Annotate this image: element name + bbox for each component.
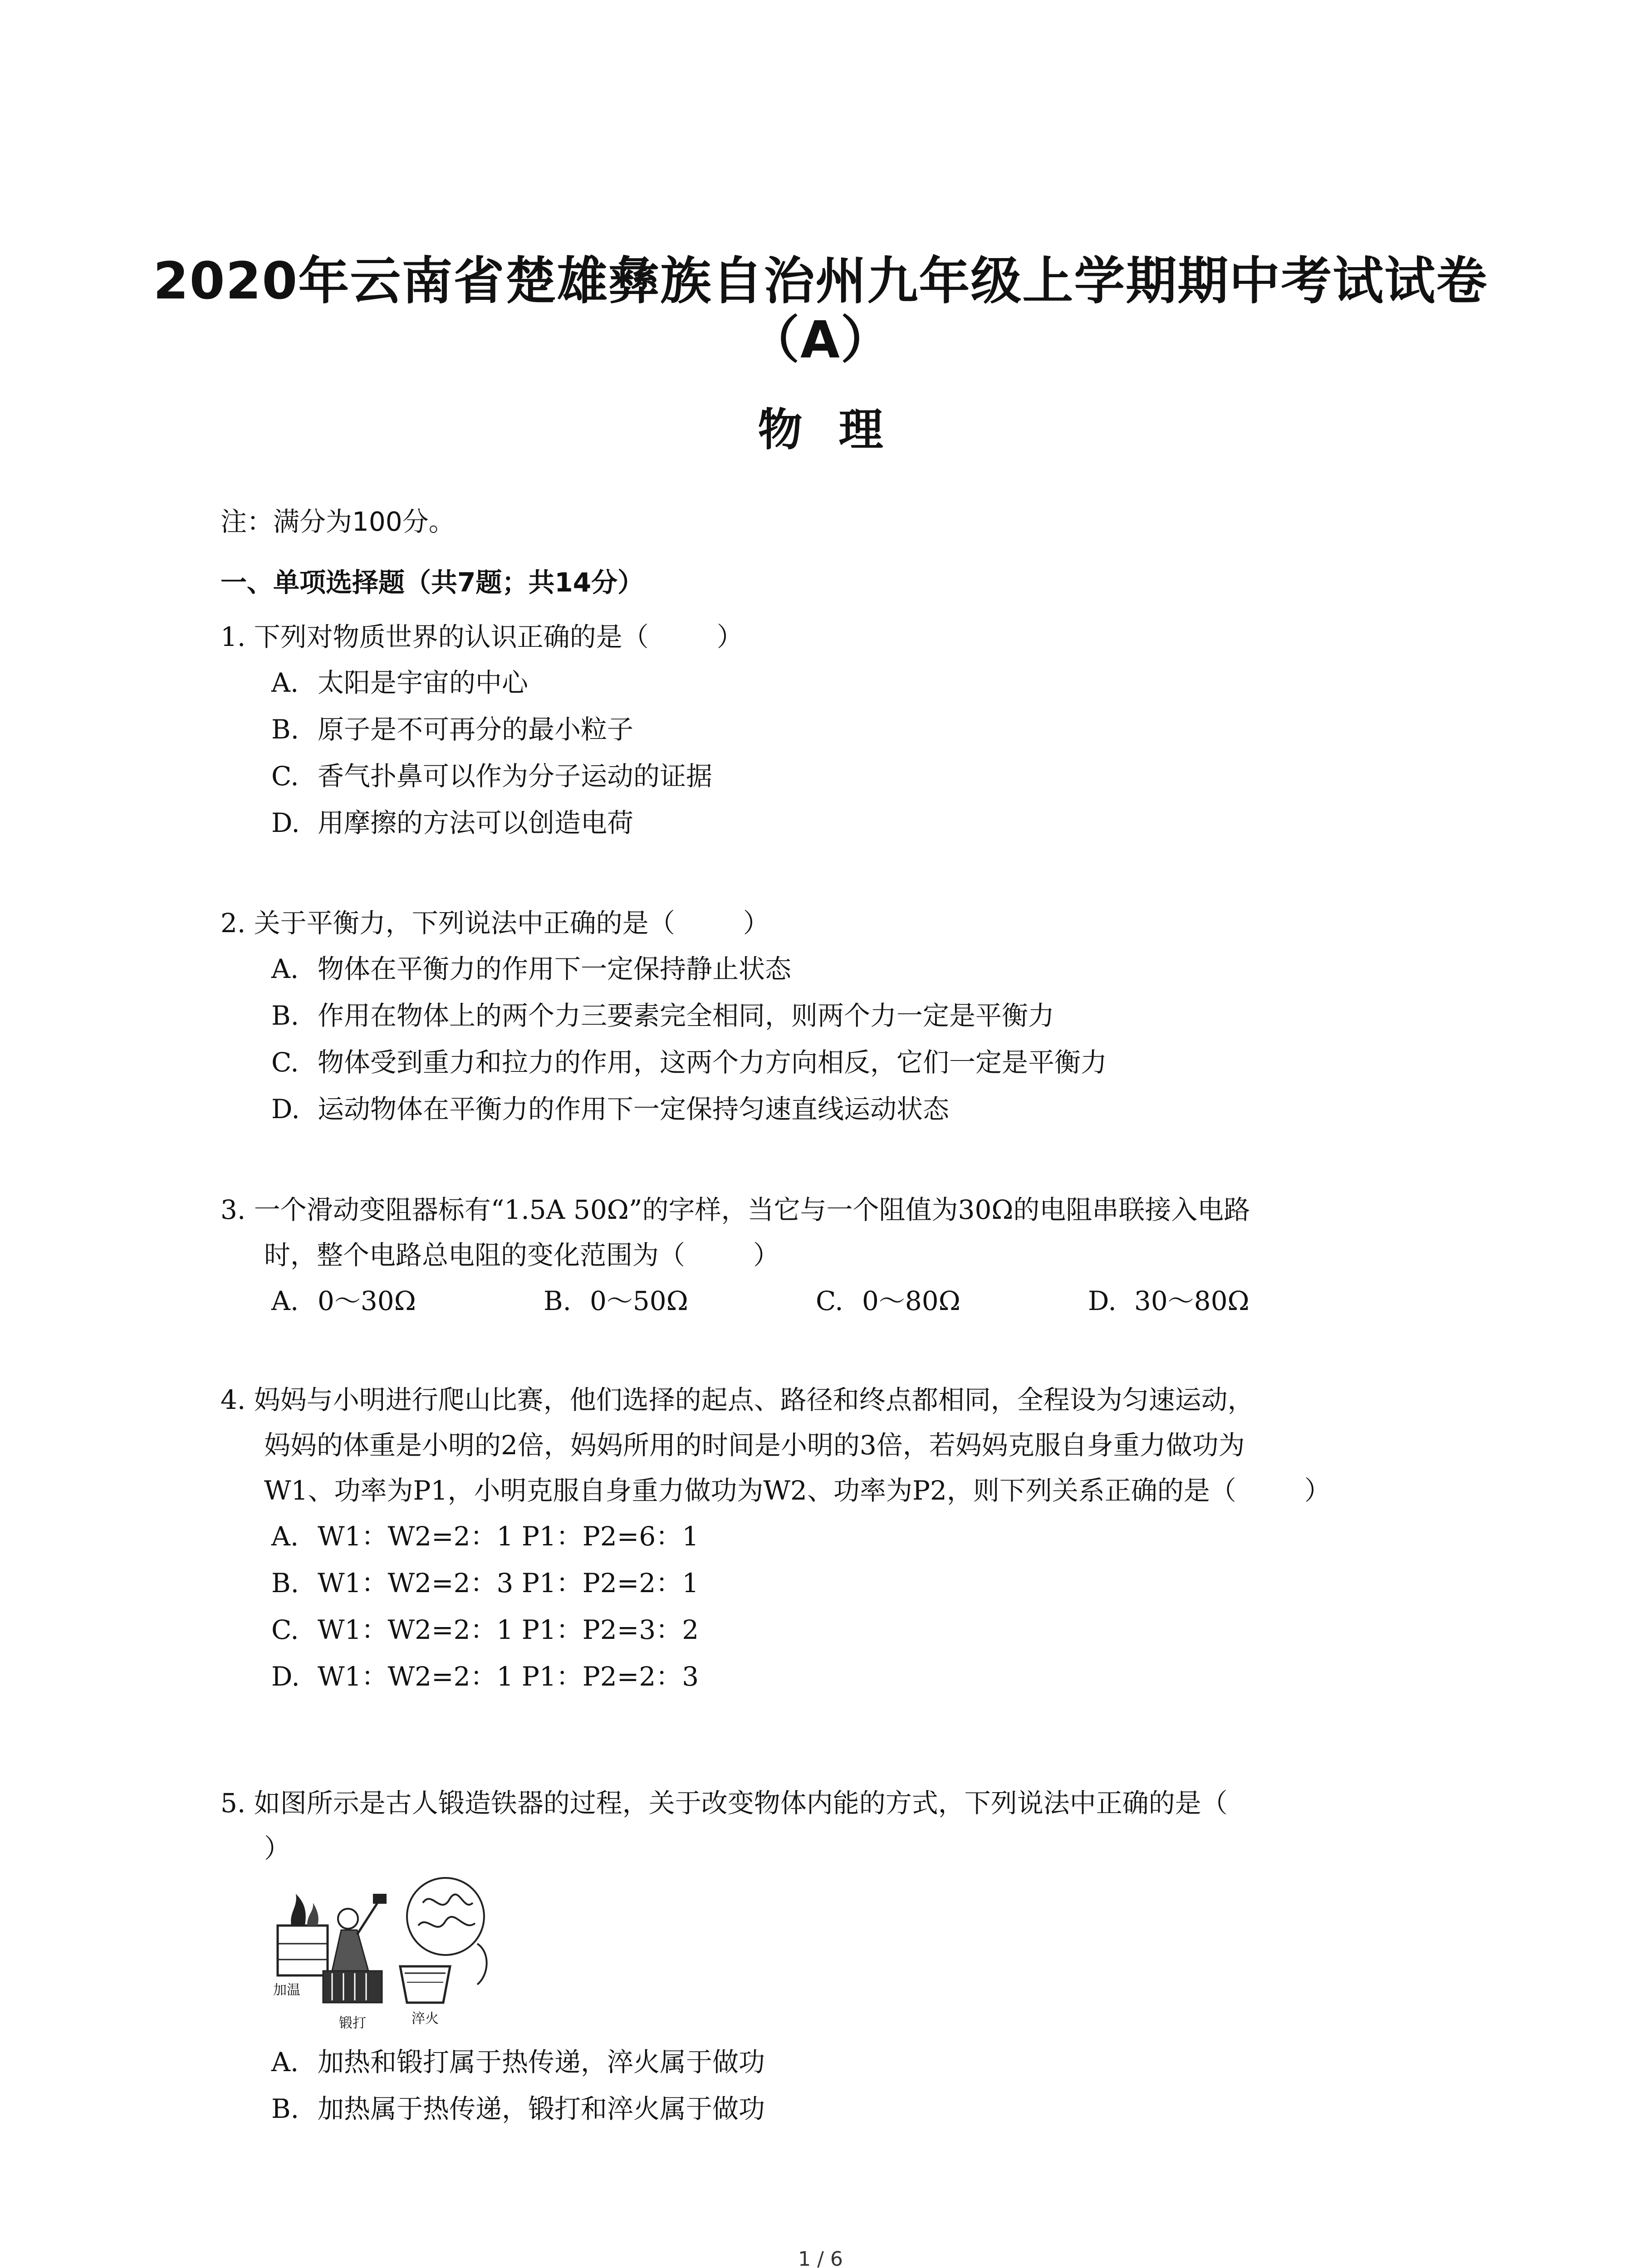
question-4-stem-line1: 4. 妈妈与小明进行爬山比赛，他们选择的起点、路径和终点都相同，全程设为匀速运动，	[220, 1384, 1254, 1415]
question-5-stem-line2: ）	[264, 1833, 291, 1864]
question-4-stem-line2: 妈妈的体重是小明的2倍，妈妈所用的时间是小明的3倍，若妈妈克服自身重力做功为	[264, 1430, 1245, 1461]
section-heading: 一、单项选择题（共7题；共14分）	[220, 567, 644, 598]
question-3-options	[220, 1278, 1455, 1325]
question-4-option-c[interactable]: C. W1：W2=2：1 P1：P2=3：2	[271, 1614, 699, 1645]
question-3-option-a[interactable]: A. 0～30Ω	[271, 1286, 416, 1316]
question-2-option-a[interactable]: A. 物体在平衡力的作用下一定保持静止状态	[271, 953, 792, 984]
question-3-stem-line2: 时，整个电路总电阻的变化范围为（ ）	[264, 1240, 780, 1271]
question-5-stem-line1: 5. 如图所示是古人锻造铁器的过程，关于改变物体内能的方式，下列说法中正确的是（	[220, 1788, 1228, 1818]
question-2-stem: 2. 关于平衡力，下列说法中正确的是（ ）	[220, 908, 769, 938]
steam-circle	[407, 1878, 484, 1955]
question-4-option-d[interactable]: D. W1：W2=2：1 P1：P2=2：3	[271, 1661, 699, 1692]
question-1	[220, 614, 1455, 846]
question-4-option-b[interactable]: B. W1：W2=2：3 P1：P2=2：1	[271, 1568, 699, 1598]
question-3-option-d[interactable]: D. 30～80Ω	[1088, 1286, 1249, 1316]
question-4	[220, 1377, 1455, 1700]
question-1-option-d[interactable]: D. 用摩擦的方法可以创造电荷	[271, 807, 634, 838]
worker-body	[332, 1930, 368, 1971]
score-note: 注：满分为100分。	[220, 506, 455, 537]
question-5	[220, 1780, 1455, 2132]
question-1-option-c[interactable]: C. 香气扑鼻可以作为分子运动的证据	[271, 761, 713, 792]
question-1-option-a[interactable]: A. 太阳是宇宙的中心	[271, 667, 529, 698]
question-5-option-a[interactable]: A. 加热和锻打属于热传递，淬火属于做功	[271, 2047, 765, 2077]
question-2-option-c[interactable]: C. 物体受到重力和拉力的作用，这两个力方向相反，它们一定是平衡力	[271, 1047, 1107, 1078]
worker-head	[338, 1909, 358, 1929]
question-1-option-b[interactable]: B. 原子是不可再分的最小粒子	[271, 714, 634, 745]
question-3-option-b[interactable]: B. 0～50Ω	[544, 1286, 688, 1316]
subject-heading: 物理	[758, 404, 920, 456]
question-3	[220, 1187, 1455, 1325]
question-2	[220, 900, 1455, 1133]
question-3-stem-line1: 3. 一个滑动变阻器标有“1.5A 50Ω”的字样，当它与一个阻值为30Ω的电阻串联接入电路	[220, 1194, 1250, 1225]
label-quenching: 淬火	[411, 2011, 439, 2027]
question-2-option-d[interactable]: D. 运动物体在平衡力的作用下一定保持匀速直线运动状态	[271, 1094, 950, 1124]
question-5-option-b[interactable]: B. 加热属于热传递，锻打和淬火属于做功	[271, 2093, 765, 2124]
furnace-shape	[278, 1926, 328, 1975]
quench-basin-shape	[400, 1966, 450, 2003]
question-4-stem-line3: W1、功率为P1，小明克服自身重力做功为W2、功率为P2，则下列关系正确的是（ ）	[264, 1475, 1331, 1506]
page-number: 1 / 6	[798, 2248, 843, 2268]
question-4-option-a[interactable]: A. W1：W2=2：1 P1：P2=6：1	[271, 1521, 699, 1552]
exam-title: 2020年云南省楚雄彝族自治州九年级上学期期中考试试卷（A）	[153, 252, 1488, 370]
label-heating: 加温	[273, 1982, 300, 1998]
forging-process-figure	[264, 1876, 500, 2039]
question-1-stem: 1. 下列对物质世界的认识正确的是（ ）	[220, 621, 743, 652]
forging-illustration	[264, 1876, 500, 2039]
flame-shape	[291, 1894, 306, 1926]
label-forging: 锻打	[339, 2015, 366, 2031]
question-2-option-b[interactable]: B. 作用在物体上的两个力三要素完全相同，则两个力一定是平衡力	[271, 1000, 1055, 1031]
question-3-option-c[interactable]: C. 0～80Ω	[816, 1286, 960, 1316]
